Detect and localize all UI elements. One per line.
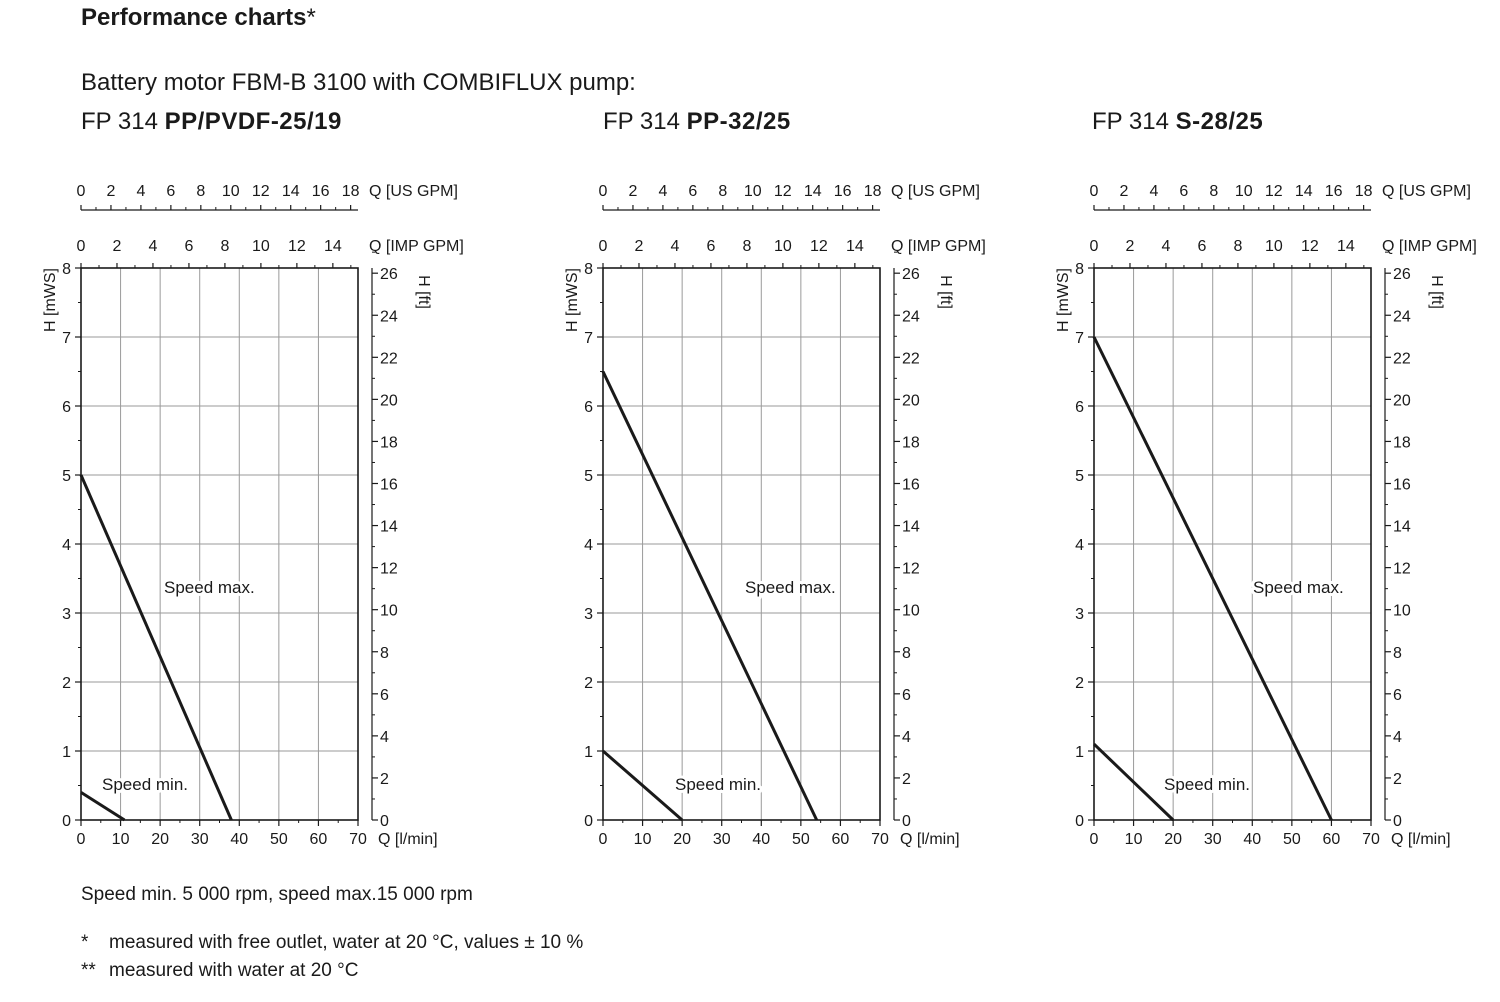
- ft-axis-label: H [ft]: [937, 275, 954, 309]
- ft-tick-label: 2: [1393, 770, 1402, 788]
- y-tick-label: 1: [1075, 744, 1084, 761]
- ft-tick-label: 18: [1393, 434, 1411, 452]
- us-gpm-tick-label: 12: [251, 183, 270, 200]
- x-tick-label: 70: [1362, 831, 1380, 848]
- y-tick-label: 2: [584, 675, 593, 692]
- ft-tick-label: 22: [902, 350, 920, 368]
- y-tick-label: 3: [584, 606, 593, 623]
- us-gpm-tick-label: 18: [341, 183, 360, 200]
- ft-tick-label: 10: [1393, 602, 1411, 620]
- x-tick-label: 0: [1089, 831, 1099, 848]
- ft-tick-label: 18: [902, 434, 920, 452]
- imp-gpm-tick-label: 10: [1264, 238, 1283, 255]
- imp-gpm-tick-label: 8: [220, 238, 230, 255]
- us-gpm-axis-label: Q [US GPM]: [369, 183, 458, 200]
- y-tick-label: 8: [1075, 261, 1084, 278]
- ft-tick-label: 4: [902, 728, 911, 746]
- ft-tick-label: 14: [380, 518, 398, 536]
- us-gpm-tick-label: 10: [221, 183, 240, 200]
- y-tick-label: 5: [62, 468, 71, 485]
- imp-gpm-tick-label: 14: [845, 238, 864, 255]
- chart-1-title-prefix: FP 314: [81, 108, 158, 135]
- us-gpm-tick-label: 6: [166, 183, 176, 200]
- ft-tick-label: 8: [902, 644, 911, 662]
- chart-3-title-model: S-28/25: [1175, 108, 1264, 135]
- subtitle: Battery motor FBM-B 3100 with COMBIFLUX pump:: [81, 69, 636, 96]
- footnote-1-marker: *: [81, 932, 89, 953]
- ft-tick-label: 20: [380, 392, 398, 410]
- ft-tick-label: 10: [380, 602, 398, 620]
- ft-tick-label: 6: [902, 686, 911, 704]
- y-tick-label: 2: [62, 675, 71, 692]
- ft-axis-label: H [ft]: [1428, 275, 1445, 309]
- imp-gpm-tick-label: 0: [1089, 238, 1099, 255]
- imp-gpm-tick-label: 12: [287, 238, 306, 255]
- x-tick-label: 50: [1282, 831, 1301, 848]
- imp-gpm-tick-label: 4: [1161, 238, 1171, 255]
- ft-tick-label: 22: [380, 350, 398, 368]
- footnote-2: [81, 960, 358, 982]
- us-gpm-tick-label: 4: [1149, 183, 1159, 200]
- imp-gpm-tick-label: 0: [76, 238, 86, 255]
- ft-tick-label: 22: [1393, 350, 1411, 368]
- imp-gpm-tick-label: 8: [1233, 238, 1243, 255]
- imp-gpm-tick-label: 0: [598, 238, 608, 255]
- y-tick-label: 7: [1075, 330, 1084, 347]
- y-tick-label: 1: [584, 744, 593, 761]
- imp-gpm-tick-label: 4: [670, 238, 680, 255]
- grid: [81, 268, 358, 820]
- y-tick-label: 5: [584, 468, 593, 485]
- us-gpm-tick-label: 10: [743, 183, 762, 200]
- ft-tick-label: 8: [1393, 644, 1402, 662]
- ft-tick-label: 24: [902, 308, 920, 326]
- y-axis-label: H [mWS]: [1055, 268, 1072, 332]
- us-gpm-tick-label: 14: [1294, 183, 1313, 200]
- ft-tick-label: 16: [902, 476, 920, 494]
- us-gpm-tick-label: 16: [1324, 183, 1343, 200]
- us-gpm-tick-label: 6: [688, 183, 698, 200]
- ft-tick-label: 24: [380, 308, 398, 326]
- y-tick-label: 0: [584, 813, 593, 830]
- x-tick-label: 30: [1203, 831, 1222, 848]
- imp-gpm-tick-label: 6: [706, 238, 716, 255]
- x-axis-label: Q [l/min]: [378, 831, 438, 848]
- y-tick-label: 3: [62, 606, 71, 623]
- ft-tick-label: 14: [902, 518, 920, 536]
- ft-tick-label: 6: [1393, 686, 1402, 704]
- y-tick-label: 6: [62, 399, 71, 416]
- x-tick-label: 60: [1322, 831, 1341, 848]
- series-line-speed-max: [81, 475, 231, 820]
- chart-1-title-model: PP/PVDF-25/19: [164, 108, 342, 135]
- y-tick-label: 6: [584, 399, 593, 416]
- us-gpm-tick-label: 8: [718, 183, 728, 200]
- us-gpm-tick-label: 0: [1089, 183, 1099, 200]
- us-gpm-tick-label: 2: [106, 183, 116, 200]
- imp-gpm-tick-label: 12: [809, 238, 828, 255]
- ft-tick-label: 8: [380, 644, 389, 662]
- chart-2-title-prefix: FP 314: [603, 108, 680, 135]
- y-tick-label: 0: [62, 813, 71, 830]
- series-label: Speed max.: [745, 578, 836, 597]
- y-tick-label: 7: [62, 330, 71, 347]
- chart-3-title-prefix: FP 314: [1092, 108, 1169, 135]
- footnote-1-text: measured with free outlet, water at 20 °C, values ± 10 %: [109, 932, 584, 953]
- us-gpm-axis-label: Q [US GPM]: [1382, 183, 1471, 200]
- ft-tick-label: 0: [902, 813, 911, 830]
- ft-tick-label: 26: [380, 266, 398, 284]
- x-tick-label: 70: [349, 831, 367, 848]
- footnote-1: [81, 932, 583, 954]
- footnote-2-text: measured with water at 20 °C: [109, 960, 359, 981]
- grid: [1094, 268, 1371, 820]
- imp-gpm-axis-label: Q [IMP GPM]: [1382, 238, 1477, 255]
- y-tick-label: 4: [62, 537, 71, 554]
- us-gpm-tick-label: 6: [1179, 183, 1189, 200]
- us-gpm-tick-label: 0: [598, 183, 608, 200]
- imp-gpm-tick-label: 8: [742, 238, 752, 255]
- ft-tick-label: 14: [1393, 518, 1411, 536]
- imp-gpm-tick-label: 4: [148, 238, 158, 255]
- series-label: Speed max.: [1253, 578, 1344, 597]
- x-tick-label: 30: [190, 831, 209, 848]
- us-gpm-tick-label: 2: [628, 183, 638, 200]
- series-label: Speed min.: [102, 775, 188, 794]
- imp-gpm-tick-label: 12: [1300, 238, 1319, 255]
- series-label: Speed min.: [675, 775, 761, 794]
- imp-gpm-axis-label: Q [IMP GPM]: [369, 238, 464, 255]
- x-tick-label: 40: [1243, 831, 1262, 848]
- us-gpm-tick-label: 4: [136, 183, 146, 200]
- ft-tick-label: 2: [902, 770, 911, 788]
- imp-gpm-tick-label: 6: [1197, 238, 1207, 255]
- us-gpm-tick-label: 8: [1209, 183, 1219, 200]
- ft-axis-label: H [ft]: [415, 275, 432, 309]
- y-tick-label: 2: [1075, 675, 1084, 692]
- us-gpm-tick-label: 10: [1234, 183, 1253, 200]
- us-gpm-tick-label: 12: [773, 183, 792, 200]
- ft-tick-label: 20: [1393, 392, 1411, 410]
- x-tick-label: 30: [712, 831, 731, 848]
- imp-gpm-tick-label: 14: [1336, 238, 1355, 255]
- us-gpm-tick-label: 0: [76, 183, 86, 200]
- page-title-text: Performance charts: [81, 4, 307, 31]
- us-gpm-tick-label: 14: [803, 183, 822, 200]
- ft-tick-label: 18: [380, 434, 398, 452]
- page-title-marker: *: [306, 4, 316, 31]
- footnote-2-marker: **: [81, 960, 96, 981]
- us-gpm-tick-label: 16: [833, 183, 852, 200]
- ft-tick-label: 10: [902, 602, 920, 620]
- x-tick-label: 70: [871, 831, 889, 848]
- ft-tick-label: 0: [380, 813, 389, 830]
- x-tick-label: 20: [1164, 831, 1183, 848]
- x-tick-label: 40: [752, 831, 771, 848]
- y-tick-label: 8: [62, 261, 71, 278]
- ft-tick-label: 6: [380, 686, 389, 704]
- x-axis-label: Q [l/min]: [900, 831, 960, 848]
- imp-gpm-axis-label: Q [IMP GPM]: [891, 238, 986, 255]
- series-line-speed-min: [81, 792, 125, 820]
- us-gpm-axis-label: Q [US GPM]: [891, 183, 980, 200]
- x-tick-label: 60: [831, 831, 850, 848]
- ft-tick-label: 26: [1393, 266, 1411, 284]
- grid: [603, 268, 880, 820]
- ft-tick-label: 12: [1393, 560, 1411, 578]
- us-gpm-tick-label: 18: [1354, 183, 1373, 200]
- imp-gpm-tick-label: 2: [1125, 238, 1135, 255]
- x-tick-label: 20: [673, 831, 692, 848]
- ft-tick-label: 24: [1393, 308, 1411, 326]
- imp-gpm-tick-label: 6: [184, 238, 194, 255]
- x-tick-label: 20: [151, 831, 170, 848]
- y-axis-label: H [mWS]: [42, 268, 59, 332]
- ft-tick-label: 12: [380, 560, 398, 578]
- y-tick-label: 0: [1075, 813, 1084, 830]
- y-tick-label: 4: [1075, 537, 1084, 554]
- us-gpm-tick-label: 8: [196, 183, 206, 200]
- y-tick-label: 8: [584, 261, 593, 278]
- y-tick-label: 4: [584, 537, 593, 554]
- imp-gpm-tick-label: 2: [112, 238, 122, 255]
- y-tick-label: 1: [62, 744, 71, 761]
- ft-tick-label: 12: [902, 560, 920, 578]
- x-tick-label: 10: [633, 831, 652, 848]
- x-tick-label: 40: [230, 831, 249, 848]
- us-gpm-tick-label: 16: [311, 183, 330, 200]
- x-tick-label: 0: [76, 831, 86, 848]
- x-tick-label: 10: [111, 831, 130, 848]
- y-tick-label: 7: [584, 330, 593, 347]
- y-tick-label: 6: [1075, 399, 1084, 416]
- ft-tick-label: 4: [1393, 728, 1402, 746]
- chart-2: [564, 183, 986, 848]
- speed-note: Speed min. 5 000 rpm, speed max.15 000 rpm: [81, 884, 473, 905]
- imp-gpm-tick-label: 10: [773, 238, 792, 255]
- us-gpm-tick-label: 2: [1119, 183, 1129, 200]
- us-gpm-tick-label: 4: [658, 183, 668, 200]
- ft-tick-label: 20: [902, 392, 920, 410]
- ft-tick-label: 26: [902, 266, 920, 284]
- y-axis-label: H [mWS]: [564, 268, 581, 332]
- x-tick-label: 60: [309, 831, 328, 848]
- us-gpm-tick-label: 12: [1264, 183, 1283, 200]
- chart-3: [1055, 183, 1477, 848]
- ft-tick-label: 4: [380, 728, 389, 746]
- ft-tick-label: 2: [380, 770, 389, 788]
- chart-2-title-model: PP-32/25: [686, 108, 791, 135]
- y-tick-label: 5: [1075, 468, 1084, 485]
- ft-tick-label: 16: [380, 476, 398, 494]
- chart-1: [42, 183, 464, 848]
- series-label: Speed max.: [164, 578, 255, 597]
- imp-gpm-tick-label: 2: [634, 238, 644, 255]
- series-label: Speed min.: [1164, 775, 1250, 794]
- us-gpm-tick-label: 14: [281, 183, 300, 200]
- us-gpm-tick-label: 18: [863, 183, 882, 200]
- imp-gpm-tick-label: 14: [323, 238, 342, 255]
- imp-gpm-tick-label: 10: [251, 238, 270, 255]
- x-tick-label: 50: [791, 831, 810, 848]
- x-axis-label: Q [l/min]: [1391, 831, 1451, 848]
- x-tick-label: 50: [269, 831, 288, 848]
- x-tick-label: 10: [1124, 831, 1143, 848]
- ft-tick-label: 16: [1393, 476, 1411, 494]
- ft-tick-label: 0: [1393, 813, 1402, 830]
- y-tick-label: 3: [1075, 606, 1084, 623]
- x-tick-label: 0: [598, 831, 608, 848]
